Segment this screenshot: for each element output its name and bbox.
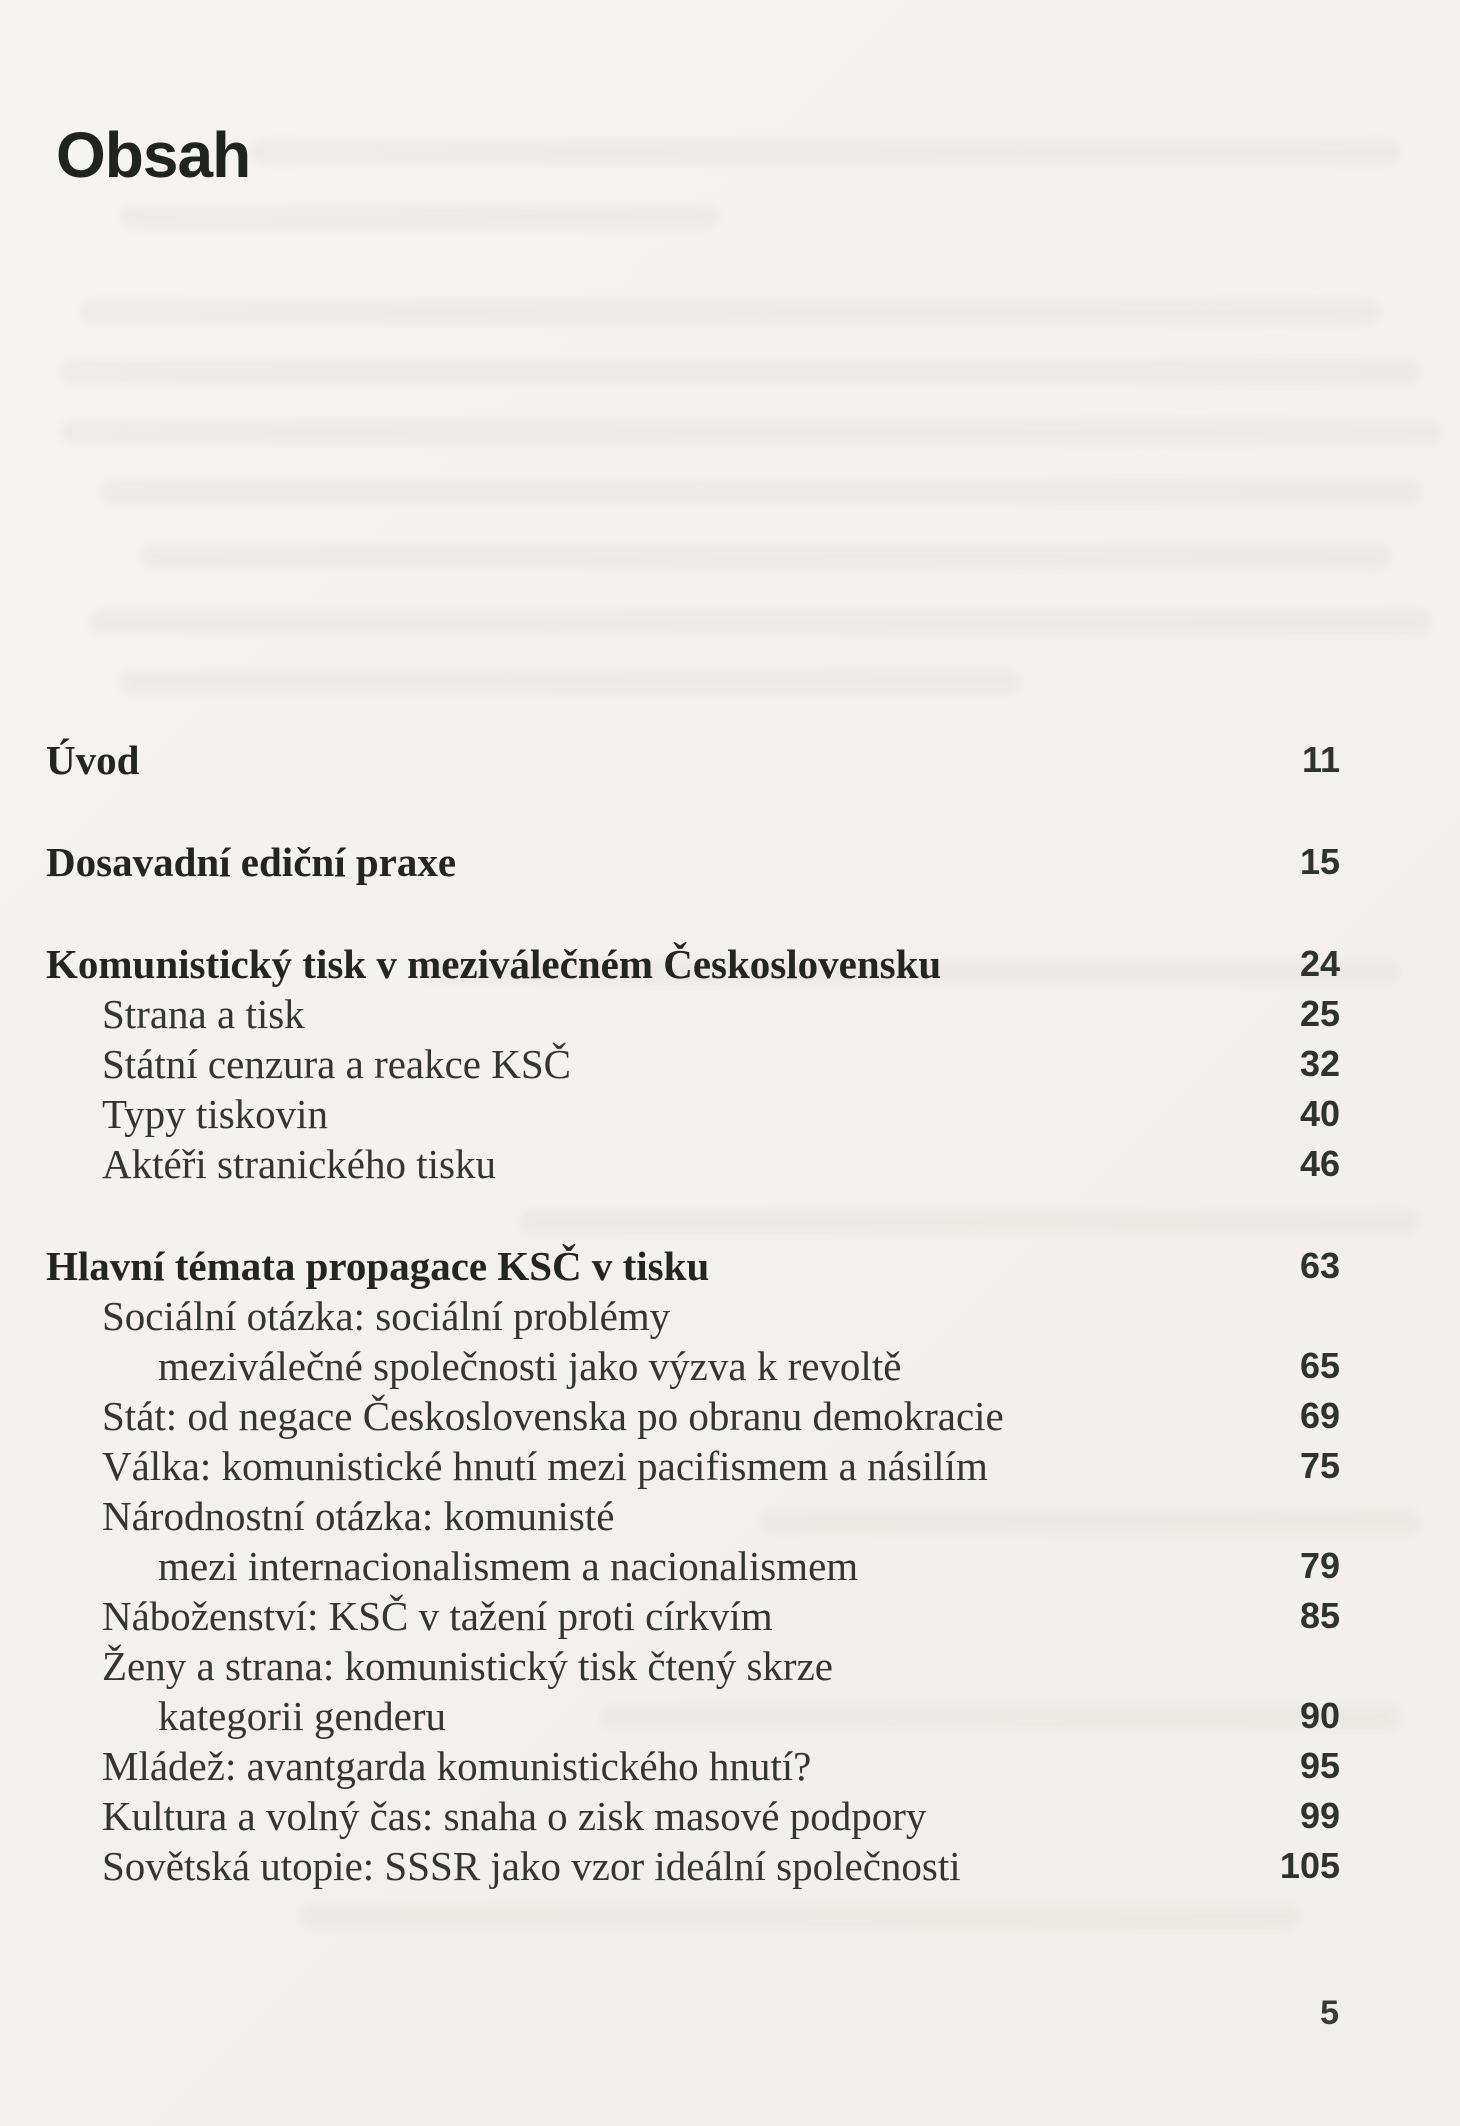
toc-entry-title bbox=[102, 1139, 496, 1189]
toc-entry-page-number: 95 bbox=[1299, 1745, 1340, 1786]
toc-entry-title-line: Komunistický tisk v meziválečném Československu bbox=[46, 941, 942, 987]
toc-entry bbox=[0, 1591, 1460, 1641]
toc-entry-title-line: Strana a tisk bbox=[102, 991, 305, 1037]
toc-entry bbox=[0, 1291, 1460, 1391]
toc-entry-title bbox=[102, 1591, 773, 1641]
toc-entry-title bbox=[102, 1791, 926, 1841]
toc-entry-title bbox=[46, 1241, 709, 1291]
toc-entry-page-number: 32 bbox=[1299, 1043, 1340, 1084]
toc-entry-title bbox=[102, 1841, 961, 1891]
toc-entry-title-line: Sovětská utopie: SSSR jako vzor ideální společnosti bbox=[102, 1843, 961, 1889]
toc-entry bbox=[0, 837, 1460, 887]
toc-entry-title-line: Ženy a strana: komunistický tisk čtený skrze bbox=[102, 1643, 833, 1689]
toc-entry-title bbox=[102, 1391, 1004, 1441]
toc-entry bbox=[0, 1841, 1460, 1891]
toc-entry bbox=[0, 1441, 1460, 1491]
toc-entry-page-number: 85 bbox=[1299, 1595, 1340, 1636]
toc-entry-title bbox=[102, 1039, 571, 1089]
toc-entry bbox=[0, 1139, 1460, 1189]
toc-entry-title bbox=[102, 1441, 988, 1491]
toc-entry bbox=[0, 1039, 1460, 1089]
toc-entry-title-line: Kultura a volný čas: snaha o zisk masové podpory bbox=[102, 1793, 927, 1839]
toc-entry-title-line: kategorii genderu bbox=[158, 1693, 447, 1739]
toc-entry-title-line: Válka: komunistické hnutí mezi pacifismem a násilím bbox=[102, 1443, 988, 1489]
toc-entry-title bbox=[102, 1741, 811, 1791]
toc-entry bbox=[0, 1089, 1460, 1139]
toc-entry-title-line: Aktéři stranického tisku bbox=[102, 1141, 496, 1187]
toc-entry-page-number: 11 bbox=[1301, 739, 1340, 780]
toc-entry-page-number: 46 bbox=[1299, 1143, 1340, 1184]
toc-entry-title bbox=[46, 735, 139, 785]
toc-entry-title bbox=[102, 1641, 833, 1741]
toc-entry-title-line: Stát: od negace Československa po obranu demokracie bbox=[102, 1393, 1004, 1439]
table-of-contents bbox=[0, 735, 1460, 1891]
toc-entry-title bbox=[102, 989, 305, 1039]
page-number-folio: 5 bbox=[1320, 1994, 1339, 2032]
toc-entry-page-number: 99 bbox=[1299, 1795, 1340, 1836]
toc-entry-page-number: 63 bbox=[1299, 1245, 1340, 1286]
toc-entry bbox=[0, 1391, 1460, 1441]
toc-entry-page-number: 25 bbox=[1299, 993, 1340, 1034]
toc-entry-page-number: 15 bbox=[1299, 841, 1340, 882]
toc-entry-title-line: meziválečné společnosti jako výzva k revoltě bbox=[158, 1343, 902, 1389]
toc-entry bbox=[0, 1791, 1460, 1841]
toc-entry bbox=[0, 1241, 1460, 1291]
toc-entry-page-number: 69 bbox=[1299, 1395, 1340, 1436]
toc-entry bbox=[0, 735, 1460, 785]
toc-entry-title-line: Státní cenzura a reakce KSČ bbox=[102, 1041, 572, 1087]
toc-entry-page-number: 105 bbox=[1279, 1845, 1340, 1886]
toc-entry-title-line: Hlavní témata propagace KSČ v tisku bbox=[46, 1243, 710, 1289]
toc-entry-title-line: Národnostní otázka: komunisté bbox=[102, 1493, 615, 1539]
toc-entry-page-number: 90 bbox=[1299, 1695, 1340, 1736]
toc-entry-title bbox=[102, 1291, 901, 1391]
toc-entry-title-line: Úvod bbox=[46, 737, 140, 783]
toc-entry bbox=[0, 1641, 1460, 1741]
toc-entry bbox=[0, 1491, 1460, 1591]
toc-entry-page-number: 65 bbox=[1299, 1345, 1340, 1386]
toc-entry bbox=[0, 989, 1460, 1039]
toc-entry-title-line: Sociální otázka: sociální problémy bbox=[102, 1293, 671, 1339]
toc-entry-title-line: Mládež: avantgarda komunistického hnutí? bbox=[102, 1743, 812, 1789]
toc-entry-title bbox=[102, 1089, 328, 1139]
toc-entry-title-line: Typy tiskovin bbox=[102, 1091, 329, 1137]
toc-entry-title bbox=[46, 939, 941, 989]
toc-entry-title bbox=[46, 837, 456, 887]
page-title: Obsah bbox=[56, 119, 251, 191]
toc-entry-page-number: 40 bbox=[1299, 1093, 1340, 1134]
toc-entry bbox=[0, 939, 1460, 989]
toc-entry-page-number: 79 bbox=[1299, 1545, 1340, 1586]
toc-entry-page-number: 75 bbox=[1299, 1445, 1340, 1486]
toc-entry-title-line: mezi internacionalismem a nacionalismem bbox=[158, 1543, 859, 1589]
toc-entry-title-line: Dosavadní ediční praxe bbox=[46, 839, 457, 885]
toc-entry-page-number: 24 bbox=[1299, 943, 1340, 984]
toc-entry-title bbox=[102, 1491, 858, 1591]
toc-entry-title-line: Náboženství: KSČ v tažení proti církvím bbox=[102, 1593, 773, 1639]
toc-entry bbox=[0, 1741, 1460, 1791]
